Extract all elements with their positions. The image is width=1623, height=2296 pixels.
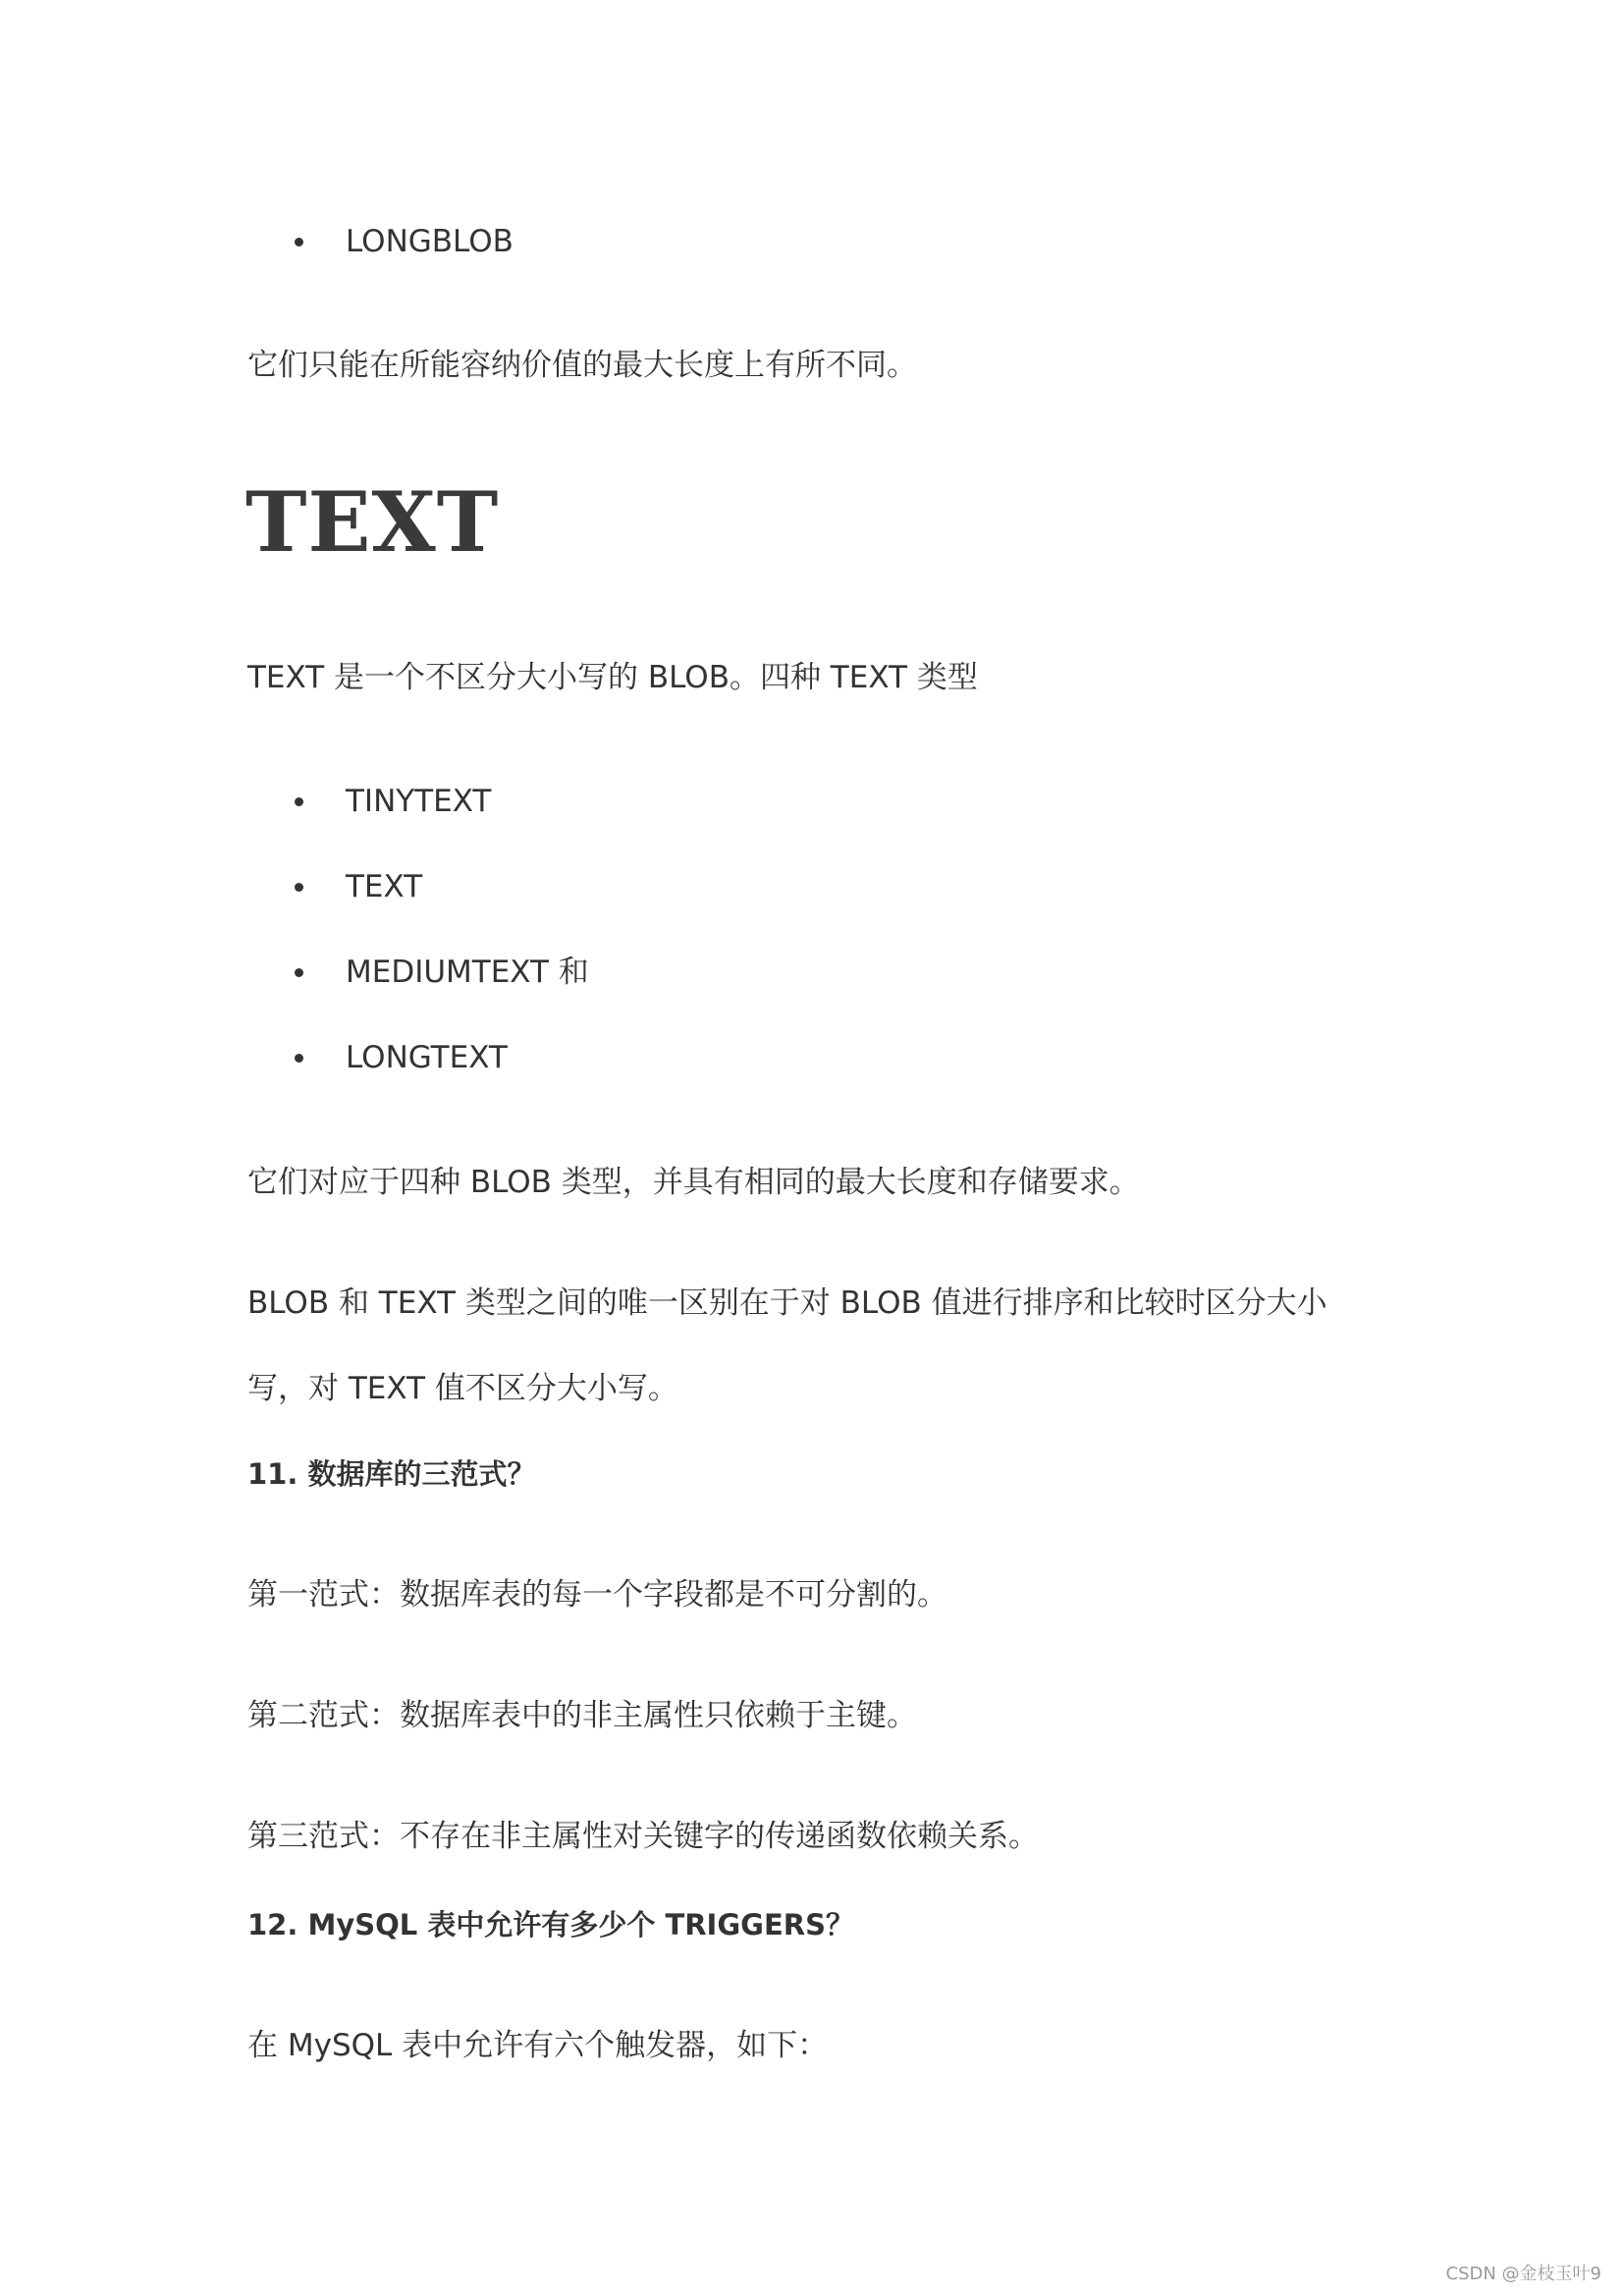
- paragraph-blob-text-line1: BLOB 和 TEXT 类型之间的唯一区别在于对 BLOB 值进行排序和比较时区分大小: [247, 1285, 1327, 1321]
- question-11-title: 11. 数据库的三范式？: [247, 1457, 536, 1491]
- bullet-icon: [295, 238, 303, 246]
- list-item-text: TINYTEXT: [346, 784, 492, 819]
- list-item-text: LONGBLOB: [346, 224, 514, 259]
- paragraph-blob-text-line2: 写，对 TEXT 值不区分大小写。: [247, 1371, 678, 1406]
- bullet-icon: [295, 883, 303, 892]
- paragraph-text-correspond: 它们对应于四种 BLOB 类型，并具有相同的最大长度和存储要求。: [247, 1165, 1140, 1200]
- normal-form-2: 第二范式：数据库表中的非主属性只依赖于主键。: [247, 1698, 917, 1733]
- list-item-text: LONGTEXT: [346, 1040, 508, 1075]
- paragraph-text-intro: TEXT 是一个不区分大小写的 BLOB。四种 TEXT 类型: [247, 660, 978, 695]
- bullet-icon: [295, 1054, 303, 1063]
- paragraph-blob-diff: 它们只能在所能容纳价值的最大长度上有所不同。: [247, 348, 917, 383]
- question-12-answer: 在 MySQL 表中允许有六个触发器，如下：: [247, 2028, 829, 2063]
- list-item-text: TEXT: [346, 869, 423, 904]
- normal-form-3: 第三范式：不存在非主属性对关键字的传递函数依赖关系。: [247, 1819, 1039, 1854]
- question-12-title: 12. MySQL 表中允许有多少个 TRIGGERS？: [247, 1908, 854, 1941]
- heading-text: TEXT: [245, 473, 500, 571]
- bullet-icon: [295, 968, 303, 977]
- bullet-icon: [295, 797, 303, 806]
- csdn-watermark: CSDN @金枝玉叶9: [1445, 2264, 1601, 2284]
- normal-form-1: 第一范式：数据库表的每一个字段都是不可分割的。: [247, 1577, 947, 1613]
- list-item-text: MEDIUMTEXT 和: [346, 955, 589, 990]
